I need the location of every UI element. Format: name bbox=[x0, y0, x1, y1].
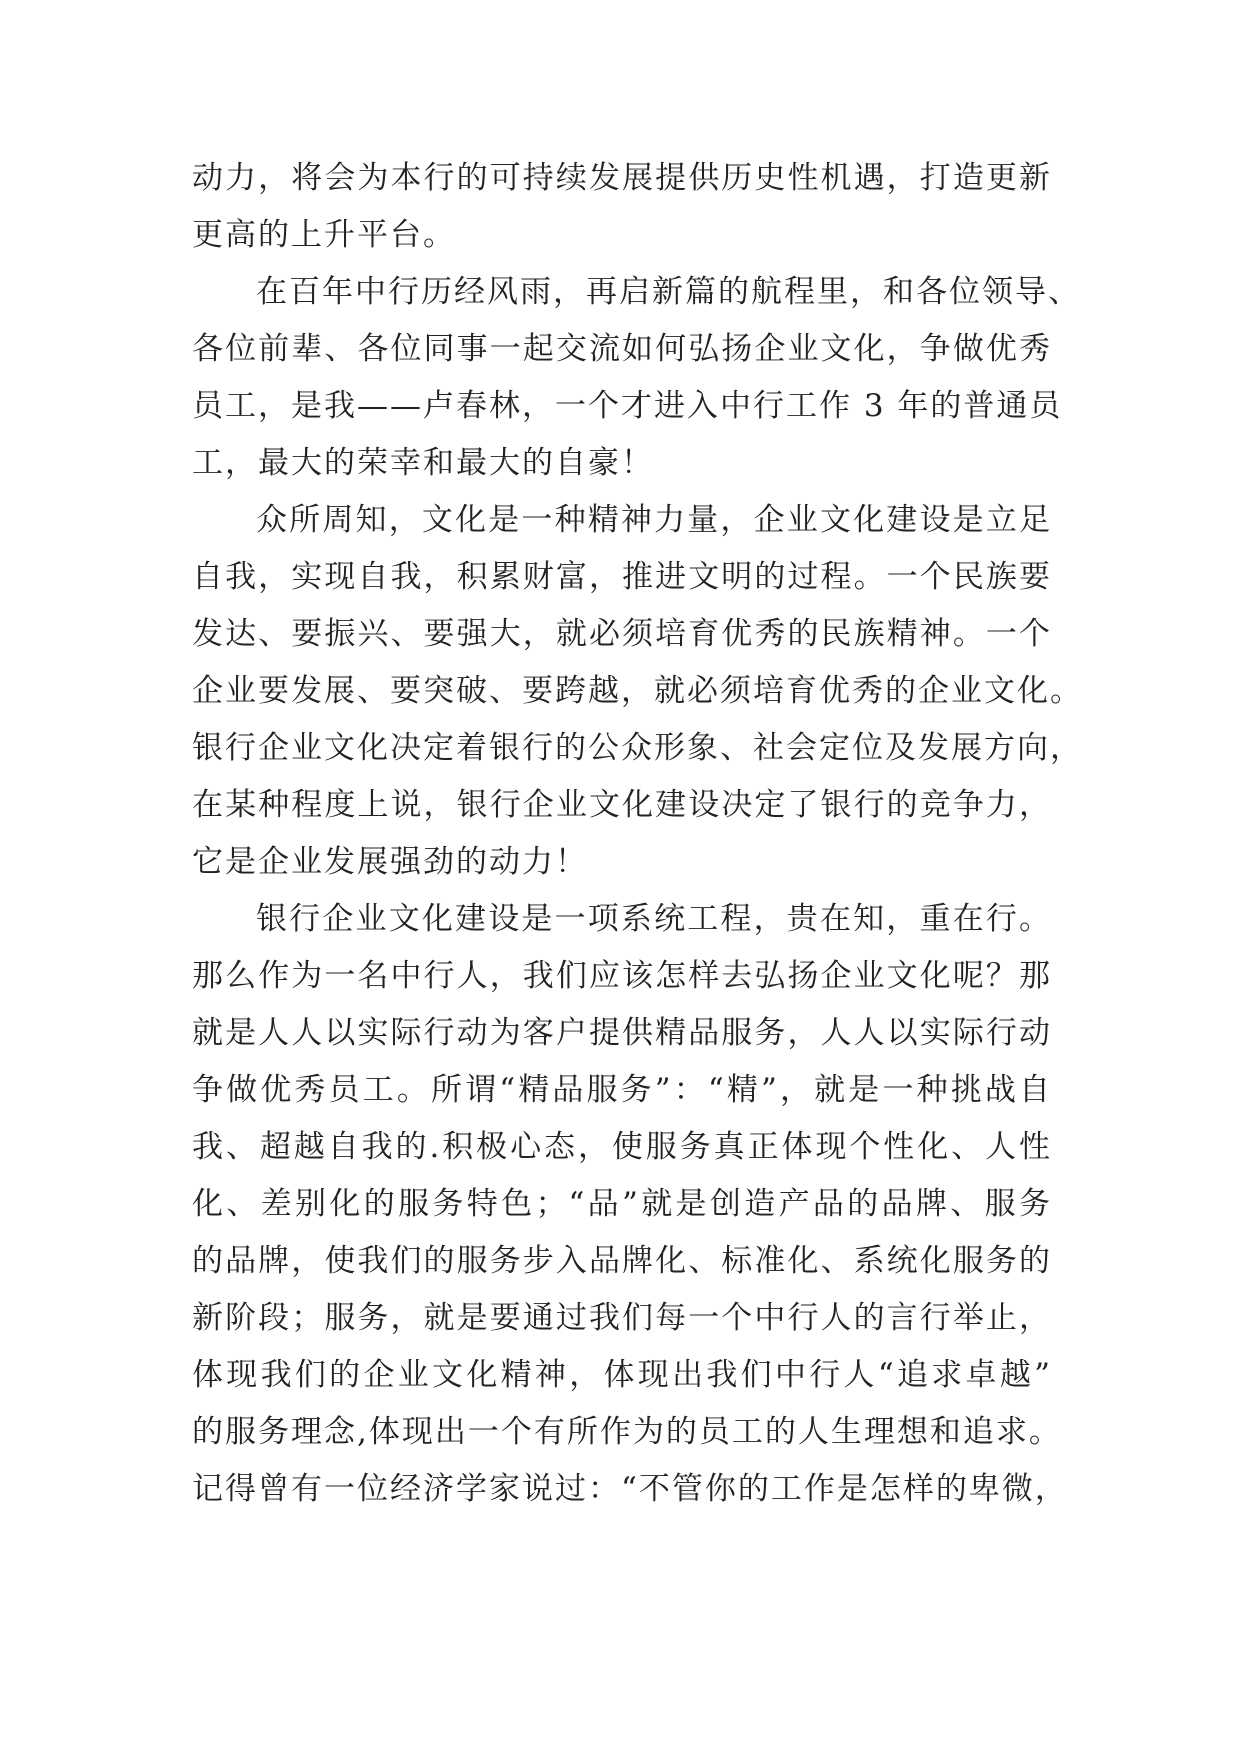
text-line: 企业要发展、要突破、要跨越，就必须培育优秀的企业文化。 bbox=[192, 673, 1083, 709]
text-line: 动力，将会为本行的可持续发展提供历史性机遇，打造更新 bbox=[192, 160, 1052, 196]
text-line: 我、超越自我的.积极心态，使服务真正体现个性化、人性 bbox=[192, 1129, 1052, 1165]
text-line: 银行企业文化决定着银行的公众形象、社会定位及发展方向， bbox=[192, 730, 1083, 766]
text-line: 争做优秀员工。所谓“精品服务”：“精”，就是一种挑战自 bbox=[192, 1072, 1052, 1108]
text-line: 的品牌，使我们的服务步入品牌化、标准化、系统化服务的 bbox=[192, 1243, 1052, 1279]
text-line: 员工，是我——卢春林，一个才进入中行工作 3 年的普通员 bbox=[192, 388, 1063, 424]
text-line: 的服务理念,体现出一个有所作为的员工的人生理想和追求。 bbox=[192, 1414, 1062, 1450]
text-line: 它是企业发展强劲的动力！ bbox=[192, 844, 588, 880]
text-line: 工，最大的荣幸和最大的自豪！ bbox=[192, 445, 654, 481]
text-line: 在某种程度上说，银行企业文化建设决定了银行的竞争力， bbox=[192, 787, 1052, 823]
text-line: 新阶段；服务，就是要通过我们每一个中行人的言行举止， bbox=[192, 1300, 1052, 1336]
text-line: 记得曾有一位经济学家说过：“不管你的工作是怎样的卑微， bbox=[192, 1471, 1068, 1507]
text-line: 化、差别化的服务特色；“品”就是创造产品的品牌、服务 bbox=[192, 1186, 1052, 1222]
paragraph-first-line: 银行企业文化建设是一项系统工程，贵在知，重在行。 bbox=[256, 901, 1052, 937]
text-line: 自我，实现自我，积累财富，推进文明的过程。一个民族要 bbox=[192, 559, 1052, 595]
paragraph-first-line: 在百年中行历经风雨，再启新篇的航程里，和各位领导、 bbox=[256, 274, 1081, 310]
text-line: 各位前辈、各位同事一起交流如何弘扬企业文化，争做优秀 bbox=[192, 331, 1052, 367]
text-line: 体现我们的企业文化精神，体现出我们中行人“追求卓越” bbox=[192, 1357, 1052, 1393]
document-body bbox=[192, 150, 1083, 1518]
text-line: 那么作为一名中行人，我们应该怎样去弘扬企业文化呢？那 bbox=[192, 958, 1052, 994]
text-line: 就是人人以实际行动为客户提供精品服务，人人以实际行动 bbox=[192, 1015, 1052, 1051]
text-line: 发达、要振兴、要强大，就必须培育优秀的民族精神。一个 bbox=[192, 616, 1052, 652]
text-line: 更高的上升平台。 bbox=[192, 217, 456, 253]
paragraph-first-line: 众所周知，文化是一种精神力量，企业文化建设是立足 bbox=[256, 502, 1052, 538]
